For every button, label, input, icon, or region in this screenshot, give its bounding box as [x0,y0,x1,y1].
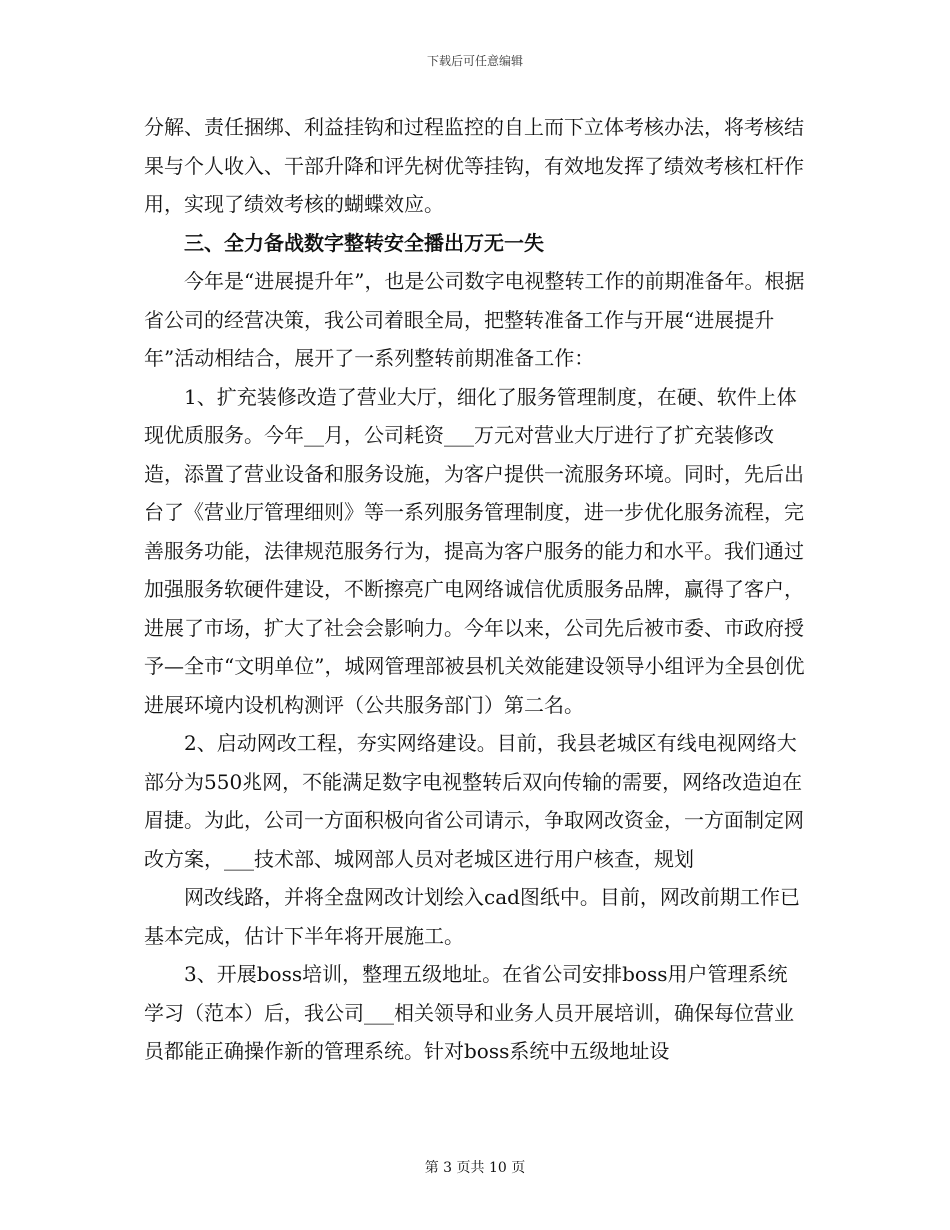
page-header: 下载后可任意编辑 [426,54,523,68]
paragraph-item-3: 3、开展boss培训，整理五级地址。在省公司安排boss用户管理系统学习（范本）后，我公司___相关领导和业务人员开展培训，确保每位营业员都能正确操作新的管理系统。针对boss系统中五级地址设 [144,962,794,1063]
page-footer: 第 3 页共 10 页 [424,1160,526,1176]
paragraph-item-2: 2、启动网改工程，夯实网络建设。目前，我县老城区有线电视网络大部分为550兆网，不能满足数字电视整转后双向传输的需要，网络改造迫在眉捷。为此，公司一方面积极向省公司请示，争取网改资金，一方面制定网改方案，___技术部、城网部人员对老城区进行用户核查，规划 [144,731,804,871]
paragraph: 网改线路，并将全盘网改计划绘入cad图纸中。目前，网改前期工作已基本完成，估计下半年将开展施工。 [144,885,800,948]
section-heading: 三、全力备战数字整转安全播出万无一失 [184,230,544,255]
paragraph: 今年是“进展提升年”，也是公司数字电视整转工作的前期准备年。根据省公司的经营决策，我公司着眼全局，把整转准备工作与开展“进展提升年”活动相结合，展开了一系列整转前期准备工作： [144,269,805,370]
body-text [144,108,806,1071]
paragraph-item-1: 1、扩充装修改造了营业大厅，细化了服务管理制度，在硬、软件上体现优质服务。今年__月，公司耗资___万元对营业大厅进行了扩充装修改造，添置了营业设备和服务设施，为客户提供一流服务环境。同时，先后出台了《营业厅管理细则》等一系列服务管理制度，进一步优化服务流程，完善服务功能，法律规范服务行为，提高为客户服务的能力和水平。我们通过加强服务软硬件建设，不断擦亮广电网络诚信优质服务品牌，赢得了客户，进展了市场，扩大了社会会影响力。今年以来，公司先后被市委、市政府授予—全市“文明单位”，城网管理部被县机关效能建设领导小组评为全县创优进展环境内设机构测评（公共服务部门）第二名。 [144,384,805,717]
paragraph-continued: 分解、责任捆绑、利益挂钩和过程监控的自上而下立体考核办法，将考核结果与个人收入、干部升降和评先树优等挂钩，有效地发挥了绩效考核杠杆作用，实现了绩效考核的蝴蝶效应。 [144,115,804,216]
